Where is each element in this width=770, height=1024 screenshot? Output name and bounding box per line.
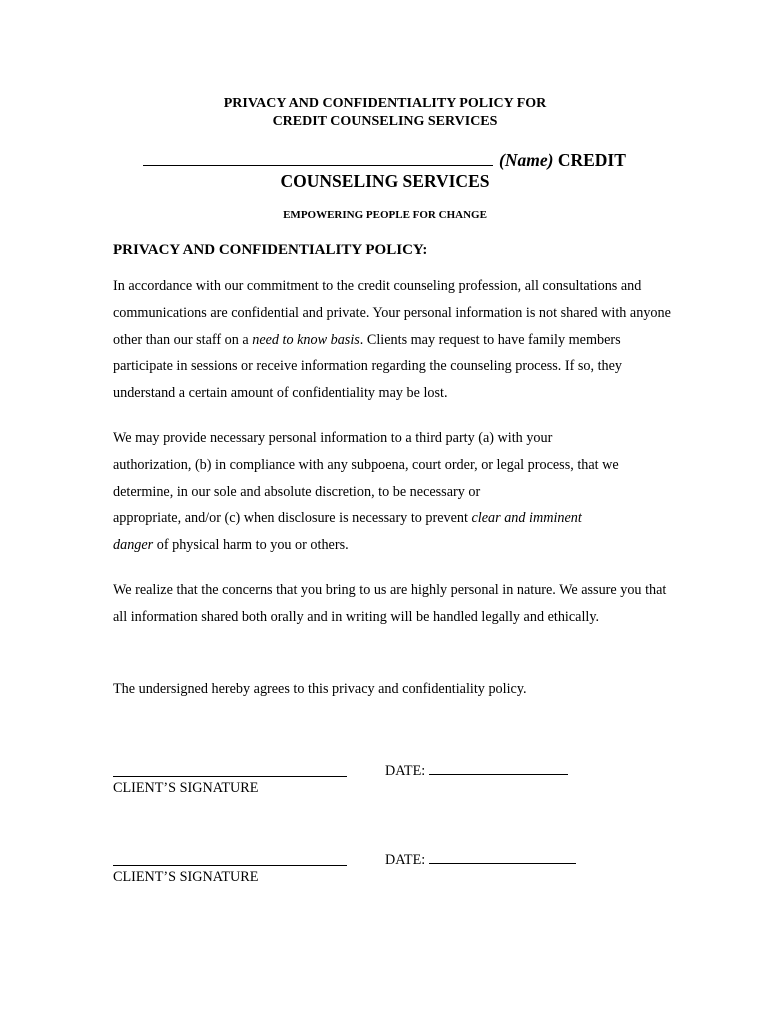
paragraph-1-text-b: . Clients may request to have family members participate in sessions or receive information regarding the counseling process. If so, they understand a certain amount of confidentiality may be lost.: [113, 331, 623, 402]
paragraph-2-line-5: of physical harm to you or others.: [153, 537, 349, 554]
paragraph-1-emphasis: need to know basis: [252, 331, 360, 348]
organization-name-placeholder: (Name): [499, 150, 554, 170]
document-title-line2: CREDIT COUNSELING SERVICES: [272, 114, 498, 129]
organization-name-line2: COUNSELING SERVICES: [280, 171, 490, 191]
date-blank-1[interactable]: [429, 761, 568, 775]
date-blank-2[interactable]: [429, 850, 576, 864]
client-signature-line-2[interactable]: [113, 865, 347, 866]
section-heading: PRIVACY AND CONFIDENTIALITY POLICY:: [113, 242, 428, 258]
tagline: EMPOWERING PEOPLE FOR CHANGE: [283, 209, 487, 221]
date-label-1: DATE:: [385, 763, 426, 779]
paragraph-2-line-4: appropriate, and/or (c) when disclosure is necessary to prevent: [113, 510, 472, 527]
client-signature-line-1[interactable]: [113, 776, 347, 777]
paragraph-2-line-2: authorization, (b) in compliance with any subpoena, court order, or legal process, that we: [113, 456, 619, 473]
document-title-line1: PRIVACY AND CONFIDENTIALITY POLICY FOR: [223, 96, 547, 111]
date-field-1: [385, 761, 568, 780]
paragraph-2-line-3: determine, in our sole and absolute discretion, to be necessary or: [113, 483, 481, 500]
date-field-2: [385, 850, 576, 869]
date-label-2: DATE:: [385, 852, 426, 868]
policy-paragraph-1: [113, 273, 673, 407]
organization-name-suffix: CREDIT: [557, 150, 626, 170]
policy-paragraph-4: The undersigned hereby agrees to this privacy and confidentiality policy.: [113, 681, 527, 697]
client-signature-label-2: CLIENT’S SIGNATURE: [113, 869, 259, 885]
client-signature-label-1: CLIENT’S SIGNATURE: [113, 780, 259, 796]
paragraph-1-text-a: In accordance with our commitment to the credit counseling profession, all consultations and communications are confidential and private. Your personal information is not shared with anyone other than our staff on a: [113, 278, 671, 348]
paragraph-2-line-1: We may provide necessary personal information to a third party (a) with your: [113, 430, 553, 446]
policy-paragraph-3: We realize that the concerns that you bring to us are highly personal in nature. We assure you that all information shared both orally and in writing will be handled legally and ethically.: [113, 582, 667, 625]
paragraph-2-emphasis-2: danger: [113, 537, 154, 554]
policy-paragraph-2: [113, 425, 673, 559]
organization-name-blank[interactable]: [143, 149, 493, 166]
organization-name-line: [143, 149, 626, 171]
paragraph-2-emphasis-1: clear and imminent: [471, 510, 582, 527]
